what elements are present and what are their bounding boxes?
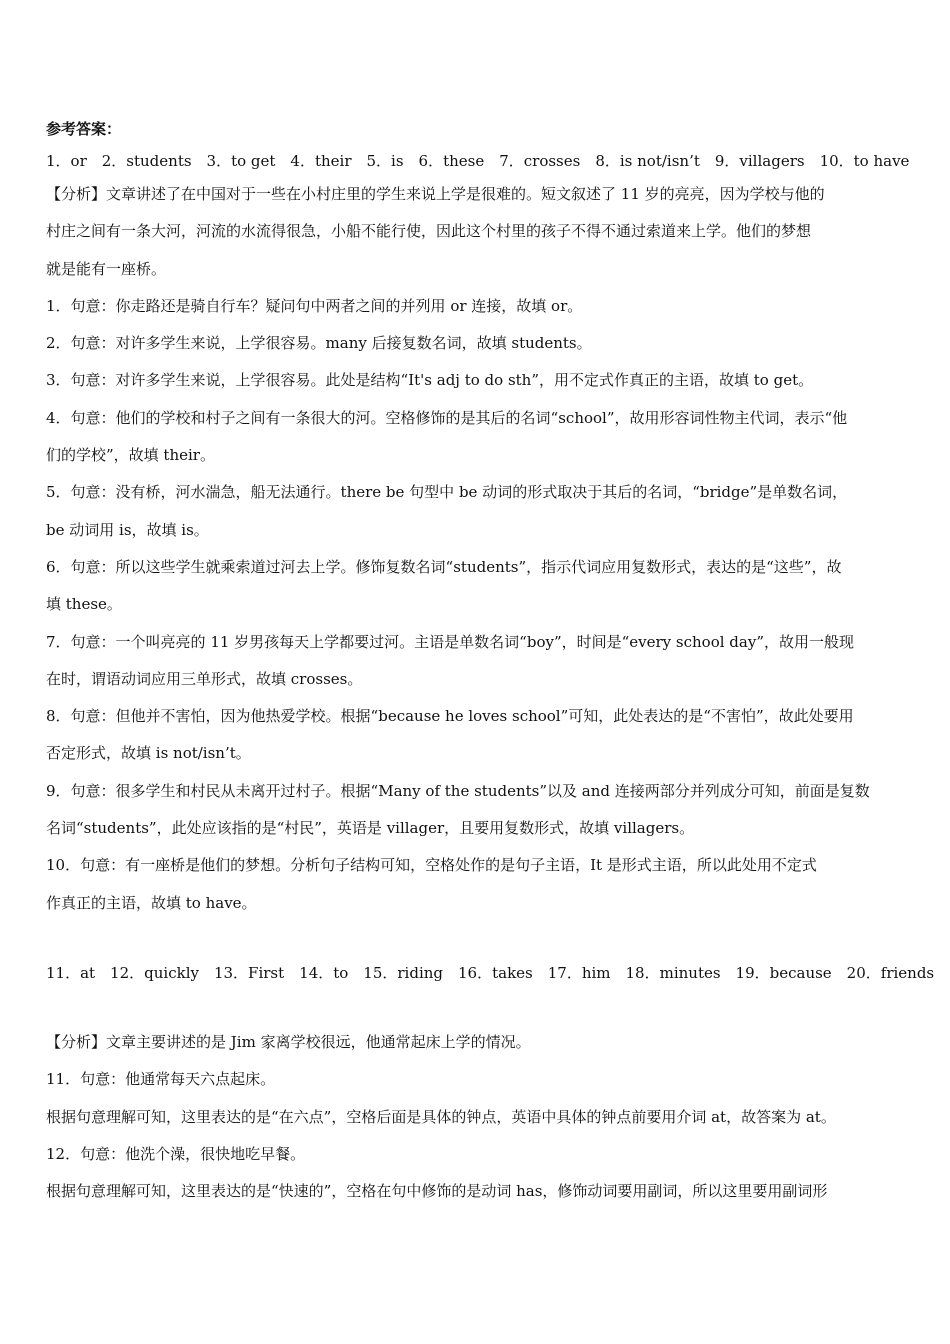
- analysis-block-2: [46, 1024, 906, 1210]
- text-line: 【分析】文章主要讲述的是 Jim 家离学校很远，他通常起床上学的情况。: [46, 1032, 531, 1051]
- text-line: 否定形式，故填 is not/isn’t。: [46, 744, 251, 763]
- text-line: 3．句意：对许多学生来说，上学很容易。此处是结构“It's adj to do sth”，用不定式作真正的主语，故填 to get。: [46, 371, 814, 390]
- spacer: [46, 922, 906, 958]
- text-line: 们的学校”，故填 their。: [46, 446, 215, 465]
- answer-key-1-10: 1．or 2．students 3．to get 4．their 5．is 6．these 7．crosses 8．is not/isn’t 9．villagers 10．to have: [46, 152, 910, 170]
- text-line: 根据句意理解可知，这里表达的是“在六点”，空格后面是具体的钟点，英语中具体的钟点前要用介词 at，故答案为 at。: [46, 1107, 836, 1126]
- text-line: 【分析】文章讲述了在中国对于一些在小村庄里的学生来说上学是很难的。短文叙述了 11 岁的亮亮，因为学校与他的: [46, 185, 825, 203]
- text-line: 1．句意：你走路还是骑自行车？疑问句中两者之间的并列用 or 连接，故填 or。: [46, 296, 583, 315]
- answer-section: [46, 116, 935, 1210]
- text-line: 根据句意理解可知，这里表达的是“快速的”，空格在句中修饰的是动词 has，修饰动词要用副词，所以这里要用副词形: [46, 1182, 828, 1201]
- text-line: 6．句意：所以这些学生就乘索道过河去上学。修饰复数名词“students”，指示代词应用复数形式，表达的是“这些”，故: [46, 557, 842, 576]
- text-line: 2．句意：对许多学生来说，上学很容易。many 后接复数名词，故填 students。: [46, 334, 592, 353]
- text-line: 9．句意：很多学生和村民从未离开过村子。根据“Many of the students”以及 and 连接两部分并列成分可知，前面是复数: [46, 781, 870, 800]
- text-line: 8．句意：但他并不害怕，因为他热爱学校。根据“because he loves school”可知，此处表达的是“不害怕”，故此处要用: [46, 707, 854, 726]
- spacer: [46, 988, 906, 1024]
- text-line: 12．句意：他洗个澡，很快地吃早餐。: [46, 1144, 306, 1163]
- text-line: 5．句意：没有桥，河水湍急，船无法通行。there be 句型中 be 动词的形式取决于其后的名词，“bridge”是单数名词，: [46, 483, 848, 502]
- text-line: 填 these。: [46, 595, 122, 614]
- text-line: 在时，谓语动词应用三单形式，故填 crosses。: [46, 669, 363, 688]
- text-line: 10．句意：有一座桥是他们的梦想。分析句子结构可知，空格处作的是句子主语，It 是形式主语，所以此处用不定式: [46, 856, 817, 875]
- answer-key-11-20: 11．at 12．quickly 13．First 14．to 15．riding 16．takes 17．him 18．minutes 19．because 20．friends: [46, 963, 935, 982]
- text-line: 村庄之间有一条大河，河流的水流得很急，小船不能行使，因此这个村里的孩子不得不通过索道来上学。他们的梦想: [46, 222, 812, 241]
- text-line: 4．句意：他们的学校和村子之间有一条很大的河。空格修饰的是其后的名词“school”，故用形容词性物主代词，表示“他: [46, 408, 848, 427]
- text-line: 作真正的主语，故填 to have。: [46, 893, 257, 912]
- text-line: 名词“students”，此处应该指的是“村民”，英语是 villager，且要用复数形式，故填 villagers。: [46, 819, 695, 838]
- text-line: 就是能有一座桥。: [46, 259, 167, 278]
- text-line: be 动词用 is，故填 is。: [46, 520, 209, 539]
- section-heading: 参考答案：: [46, 120, 122, 138]
- analysis-block-1: [46, 176, 906, 922]
- text-line: 7．句意：一个叫亮亮的 11 岁男孩每天上学都要过河。主语是单数名词“boy”，时间是“every school day”，故用一般现: [46, 632, 854, 651]
- text-line: 11．句意：他通常每天六点起床。: [46, 1070, 276, 1089]
